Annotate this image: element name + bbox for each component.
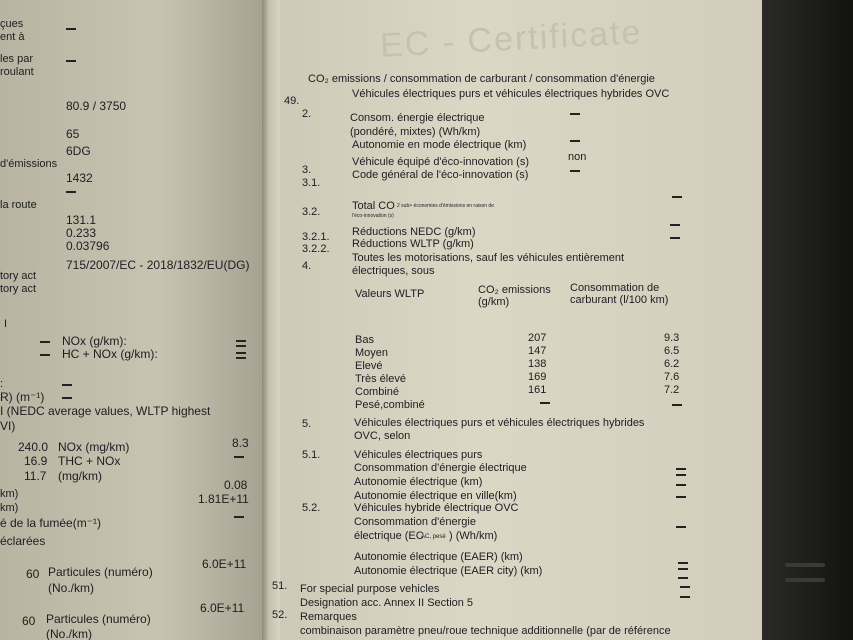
- field-label: Consom. énergie électrique: [350, 112, 485, 124]
- dash: [678, 568, 688, 570]
- field-label: Consommation d'énergie: [354, 516, 476, 528]
- section-title: Véhicules électriques purs et véhicules électriques hybrides OVC: [352, 88, 670, 100]
- field-label: Autonomie en mode électrique (km): [352, 139, 527, 151]
- field-label: Autonomie électrique (EAER city) (km): [354, 565, 543, 577]
- particles-unit: (No./km): [48, 581, 94, 595]
- hcnox-label: HC + NOx (g/km):: [62, 347, 158, 361]
- value-regulation: 715/2007/EC - 2018/1832/EU(DG): [66, 258, 250, 272]
- label-truncated: R) (m⁻¹): [0, 390, 45, 404]
- field-label: Total CO: [352, 200, 395, 212]
- value: 6DG: [66, 144, 91, 158]
- section-title: Toutes les motorisations, sauf les véhicules entièrement: [352, 252, 625, 264]
- particles-label: Particules (numéro): [48, 565, 153, 579]
- table-header: CO₂ emissions: [478, 284, 551, 296]
- field-label: ) (Wh/km): [449, 530, 498, 542]
- particles-unit: (No./km): [46, 627, 92, 640]
- dash: [66, 28, 76, 30]
- label-truncated: les par: [0, 53, 34, 65]
- wltp-row-name: Elevé: [355, 360, 383, 372]
- dash: [676, 484, 686, 486]
- section-number: 5.1.: [302, 449, 321, 461]
- section-number: 2.: [302, 108, 312, 120]
- dash: [570, 113, 580, 115]
- background-detail: [785, 563, 825, 567]
- row-value: 0.08: [224, 478, 248, 492]
- label-truncated: éclarées: [0, 534, 46, 548]
- dash: [234, 516, 244, 518]
- dash: [234, 456, 244, 458]
- dash: [672, 196, 682, 198]
- field-subscript: 2 sub> économies d'émissions en raison de: [397, 203, 494, 209]
- label-truncated: é de la fumée(m⁻¹): [0, 516, 102, 530]
- label-truncated: la route: [0, 199, 37, 211]
- wltp-row-co2: 161: [528, 384, 547, 396]
- section-number: 4.: [302, 260, 312, 272]
- section-title: For special purpose vehicles: [300, 583, 440, 595]
- field-label: Véhicules électriques purs: [354, 449, 483, 461]
- background-surface: [762, 0, 853, 640]
- field-label: (pondéré, mixtes) (Wh/km): [350, 126, 481, 138]
- dash: [40, 354, 50, 356]
- row-n: 16.9: [24, 454, 48, 468]
- row-label: (mg/km): [58, 469, 102, 483]
- dash: [236, 345, 246, 347]
- page-gutter: [262, 0, 280, 640]
- dash: [680, 596, 690, 598]
- dash: [236, 352, 246, 354]
- field-subscript: l'éco-innovation (s): [352, 213, 394, 219]
- field-label: Autonomie électrique (EAER) (km): [354, 551, 523, 563]
- value: 0.233: [66, 226, 97, 240]
- label-truncated: I: [4, 318, 8, 330]
- value: 0.03796: [66, 239, 110, 253]
- table-header: carburant (l/100 km): [570, 294, 669, 306]
- row-n: 11.7: [24, 469, 47, 483]
- section-number: 3.: [302, 164, 312, 176]
- particles-label: Particules (numéro): [46, 612, 151, 626]
- label-truncated: :: [0, 378, 4, 390]
- row-label: NOx (mg/km): [58, 440, 130, 454]
- dash: [570, 140, 580, 142]
- dash: [66, 60, 76, 62]
- dash: [40, 341, 50, 343]
- section-title: OVC, selon: [354, 430, 411, 442]
- section-number: 3.2.2.: [302, 243, 330, 255]
- table-header: Consommation de: [570, 282, 660, 294]
- nox-label: NOx (g/km):: [62, 334, 127, 348]
- dash: [236, 357, 246, 359]
- label-truncated: I (NEDC average values, WLTP highest: [0, 404, 211, 418]
- particles-n: 60: [22, 614, 36, 628]
- field-label: Autonomie électrique (km): [354, 476, 483, 488]
- wltp-row-fuel: 7.2: [664, 384, 680, 396]
- field-subscript: AC, pesé: [421, 534, 446, 540]
- section-number: 3.1.: [302, 177, 321, 189]
- label-truncated: d'émissions: [0, 158, 58, 170]
- field-label: Autonomie électrique en ville(km): [354, 490, 517, 502]
- section-title: électriques, sous: [352, 265, 435, 277]
- field-label: Réductions NEDC (g/km): [352, 226, 476, 238]
- wltp-row-name: Bas: [355, 334, 374, 346]
- table-header: Valeurs WLTP: [355, 288, 425, 300]
- dash: [678, 562, 688, 564]
- label-truncated: tory act: [0, 270, 37, 282]
- wltp-row-co2: 207: [528, 332, 547, 344]
- wltp-row-name: Moyen: [355, 347, 389, 359]
- label-truncated: km): [0, 502, 19, 514]
- dash: [670, 237, 680, 239]
- value: 1432: [66, 171, 93, 185]
- row-value: 1.81E+11: [198, 492, 249, 506]
- dash: [670, 224, 680, 226]
- field-label: Véhicules hybride électrique OVC: [354, 502, 519, 514]
- value-mass: 80.9 / 3750: [66, 99, 127, 113]
- dash: [540, 402, 550, 404]
- section-title: Véhicules électriques purs et véhicules électriques hybrides: [354, 417, 645, 429]
- value: 131.1: [66, 213, 97, 227]
- wltp-row-name: Très élevé: [355, 373, 406, 385]
- background-detail: [785, 578, 825, 582]
- row-label: THC + NOx: [58, 454, 121, 468]
- label-truncated: tory act: [0, 283, 37, 295]
- section-number: 51.: [272, 580, 288, 592]
- row-n: 240.0: [18, 440, 49, 454]
- watermark: EC - Certificate: [379, 13, 644, 65]
- row-value: 8.3: [232, 436, 249, 450]
- section-title: combinaison paramètre pneu/roue technique additionnelle (par de référence: [300, 625, 671, 637]
- field-label: Réductions WLTP (g/km): [352, 238, 474, 250]
- dash: [62, 397, 72, 399]
- section-title: Designation acc. Annex II Section 5: [300, 597, 474, 609]
- particles-value: 6.0E+11: [200, 601, 245, 615]
- dash: [672, 404, 682, 406]
- wltp-row-fuel: 6.5: [664, 345, 680, 357]
- dash: [676, 526, 686, 528]
- field-value: non: [568, 151, 587, 163]
- dash: [676, 496, 686, 498]
- particles-n: 60: [26, 567, 40, 581]
- wltp-row-fuel: 9.3: [664, 332, 680, 344]
- value: 65: [66, 127, 80, 141]
- label-truncated: VI): [0, 419, 16, 433]
- dash: [62, 384, 72, 386]
- table-header: (g/km): [478, 296, 510, 308]
- section-number: 3.2.1.: [302, 231, 330, 243]
- wltp-row-co2: 169: [528, 371, 547, 383]
- wltp-row-fuel: 7.6: [664, 371, 680, 383]
- wltp-row-fuel: 6.2: [664, 358, 680, 370]
- dash: [676, 468, 686, 470]
- field-label: Code général de l'éco-innovation (s): [352, 169, 529, 181]
- label-truncated: km): [0, 488, 19, 500]
- section-number: 5.: [302, 418, 312, 430]
- field-label: électrique (EC: [354, 530, 424, 542]
- dash: [678, 577, 688, 579]
- dash: [570, 170, 580, 172]
- dash: [676, 474, 686, 476]
- left-page: [0, 0, 262, 640]
- dash: [680, 586, 690, 588]
- dash: [236, 340, 246, 342]
- section-number: 49.: [284, 95, 300, 107]
- dash: [66, 191, 76, 193]
- wltp-row-co2: 138: [528, 358, 547, 370]
- section-number: 52.: [272, 609, 288, 621]
- wltp-row-co2: 147: [528, 345, 547, 357]
- section-title: CO₂ emissions / consommation de carburant / consommation d'énergie: [308, 73, 655, 85]
- wltp-row-name: Combiné: [355, 386, 400, 398]
- label-truncated: çues: [0, 18, 24, 30]
- section-title: Remarques: [300, 611, 357, 623]
- wltp-row-name: Pesé,combiné: [355, 399, 425, 411]
- label-truncated: ent à: [0, 31, 25, 43]
- section-number: 3.2.: [302, 206, 321, 218]
- label-truncated: roulant: [0, 66, 34, 78]
- section-number: 5.2.: [302, 502, 321, 514]
- field-label: Consommation d'énergie électrique: [354, 462, 527, 474]
- field-label: Véhicule équipé d'éco-innovation (s): [352, 156, 529, 168]
- particles-value: 6.0E+11: [202, 557, 247, 571]
